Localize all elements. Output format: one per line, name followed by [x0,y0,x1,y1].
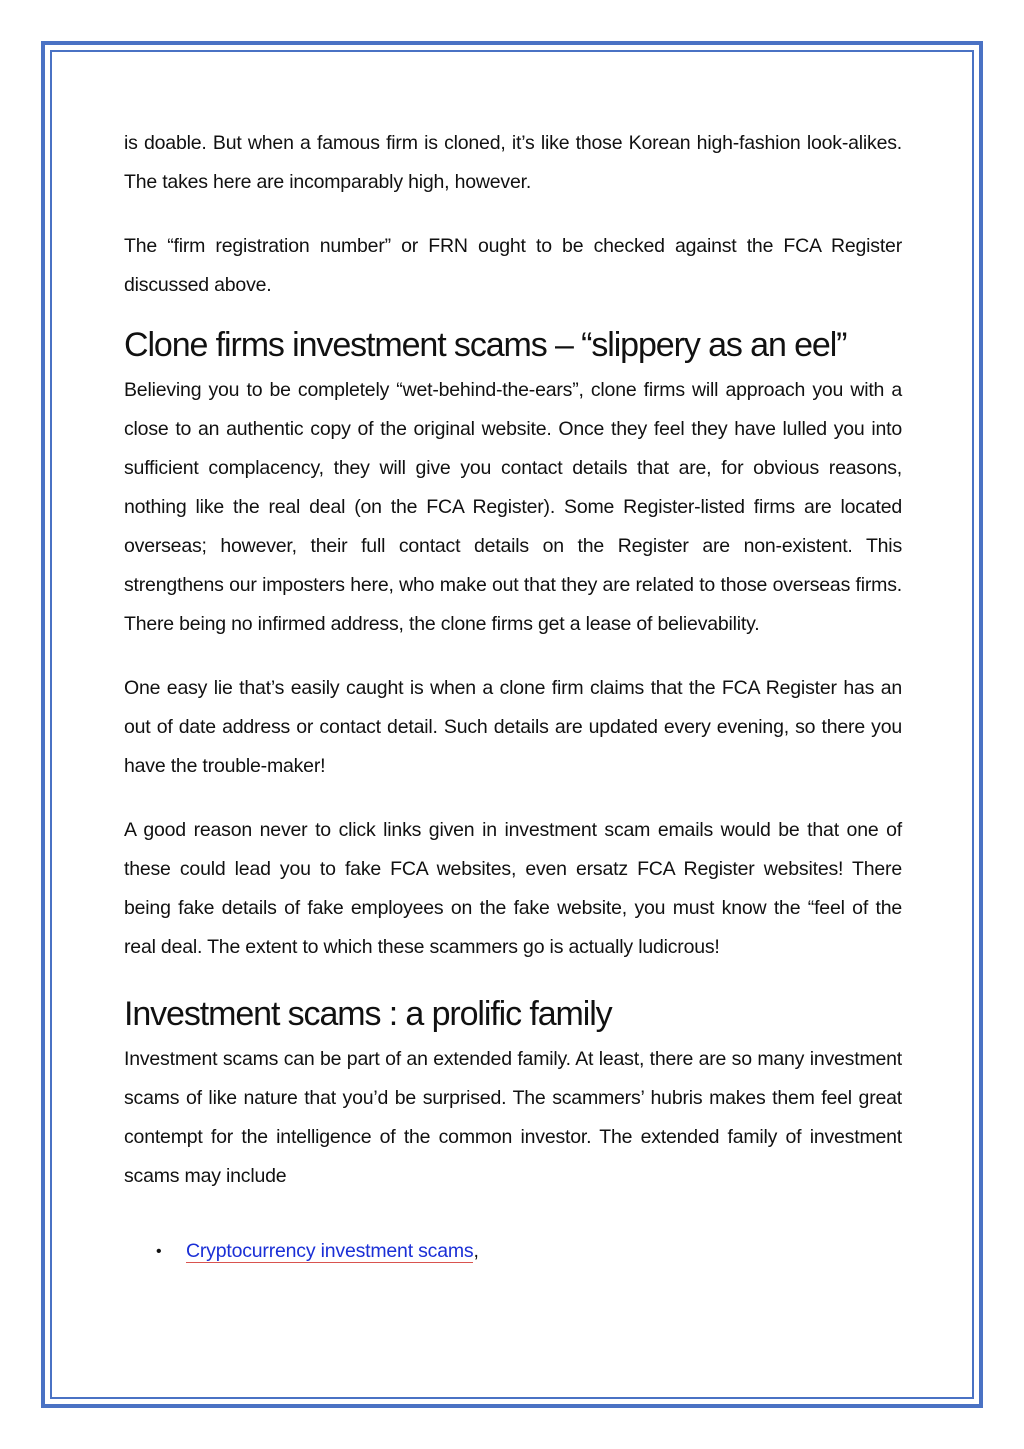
list-item-suffix: , [473,1240,479,1262]
paragraph-clone-lie: One easy lie that’s easily caught is when a clone firm claims that the FCA Register has an out of date address or contact detail. Such details are updated every evening, so there you have the trouble-maker! [124,677,902,777]
list-item [124,1232,902,1271]
paragraph-family: Investment scams can be part of an extended family. At least, there are so many investment scams of like nature that you’d be surprised. The scammers’ hubris makes them feel great contempt for the intelligence of the common investor. The extended family of investment scams may include [124,1048,902,1187]
bullet-icon: • [156,1243,162,1260]
heading-clone-firms: Clone firms investment scams – “slippery as an eel” [124,326,847,364]
paragraph-intro: is doable. But when a famous firm is cloned, it’s like those Korean high-fashion look-alikes. The takes here are incomparably high, however. [124,132,902,193]
document-body [124,124,902,1271]
cryptocurrency-scams-link[interactable]: Cryptocurrency investment scams [186,1240,474,1262]
heading-prolific-family: Investment scams : a prolific family [124,995,612,1033]
scam-type-list [124,1232,902,1271]
paragraph-clone-links: A good reason never to click links given in investment scam emails would be that one of these could lead you to fake FCA websites, even ersatz FCA Register websites! There being fake details of fake employees on the fake website, you must know the “feel of the real deal. The extent to which these scammers go is actually ludicrous! [124,819,902,958]
paragraph-frn: The “firm registration number” or FRN ought to be checked against the FCA Register discussed above. [124,235,902,296]
paragraph-clone-approach: Believing you to be completely “wet-behind-the-ears”, clone firms will approach you with a close to an authentic copy of the original website. Once they feel they have lulled you into sufficient complacency, they will give you contact details that are, for obvious reasons, nothing like the real deal (on the FCA Register). Some Register-listed firms are located overseas; however, their full contact details on the Register are non-existent. This strengthens our imposters here, who make out that they are related to those overseas firms. There being no infirmed address, the clone firms get a lease of believability. [124,379,902,635]
